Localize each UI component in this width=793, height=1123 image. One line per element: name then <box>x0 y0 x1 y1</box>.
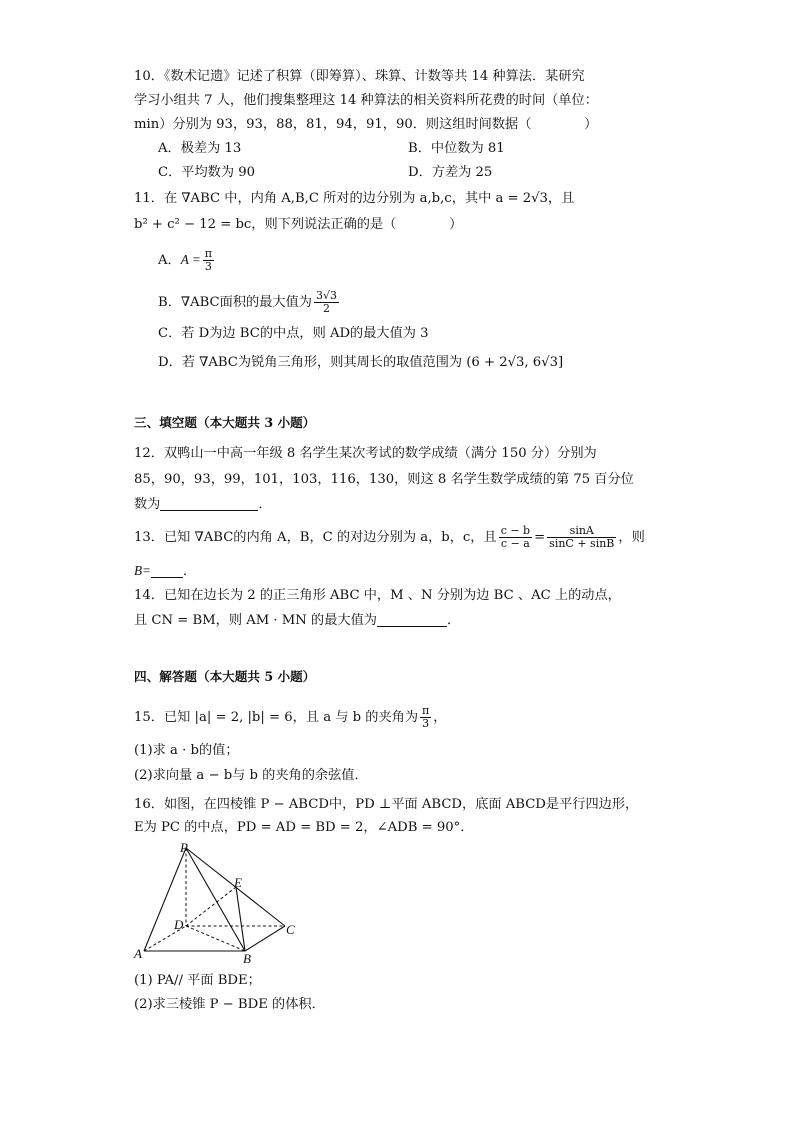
q13-pre: 13．已知 ∇ABC的内角 A，B，C 的对边分别为 a，b，c，且 <box>134 530 497 545</box>
q16-part1: (1) PA// 平面 BDE； <box>134 973 261 988</box>
q15-part2: (2)求向量 a − b与 b 的夹角的余弦值． <box>134 768 368 783</box>
edge-de <box>186 887 236 926</box>
edge-bc <box>245 926 285 951</box>
q12-line2: 85，90，93，99，101，103，116，130，则这 8 名学生数学成绩的第 75 百分位 <box>134 472 634 487</box>
edge-db <box>186 926 245 951</box>
q11-option-b-den: 2 <box>322 302 330 315</box>
edge-pb <box>186 848 245 951</box>
q11-option-b-num: 3√3 <box>315 289 337 302</box>
q13-eq: = <box>534 530 546 545</box>
q11-option-a-den: 3 <box>204 260 212 273</box>
q13-f1-num: c − b <box>500 524 531 537</box>
q10-option-c: C．平均数为 90 <box>158 165 255 180</box>
q10-line2: 学习小组共 7 人，他们搜集整理这 14 种算法的相关资料所花费的时间（单位： <box>134 93 598 108</box>
label-b: B <box>243 951 251 966</box>
q13-f2-den: sinC + sinB <box>549 537 615 550</box>
q16-line1: 16．如图，在四棱锥 P − ABCD中，PD ⊥平面 ABCD，底面 ABCD是平行四边形， <box>134 797 639 812</box>
q11-option-b <box>158 290 341 315</box>
edge-pa <box>144 848 186 951</box>
q12-line3 <box>134 496 272 514</box>
q14-answer-blank[interactable] <box>377 612 447 627</box>
q13-line2-pre: B= <box>134 563 151 578</box>
q10-option-b: B．中位数为 81 <box>408 141 505 156</box>
q11-option-a-fraction <box>203 248 214 273</box>
q12-line3-pre: 数为 <box>134 497 161 512</box>
q15-line1 <box>134 705 446 730</box>
q11-option-d: D．若 ∇ABC为锐角三角形，则其周长的取值范围为 (6 + 2√3, 6√3] <box>158 355 564 370</box>
q14-line1: 14．已知在边长为 2 的正三角形 ABC 中，M 、N 分别为边 BC 、AC 上的动点， <box>134 588 621 603</box>
q13-f2-num: sinA <box>547 525 616 538</box>
q12-answer-blank[interactable] <box>160 496 258 511</box>
q16-part2: (2)求三棱锥 P − BDE 的体积． <box>134 997 325 1012</box>
q11-line1: 11．在 ∇ABC 中，内角 A,B,C 所对的边分别为 a,b,c，其中 a = 2√3，且 <box>134 191 575 206</box>
q15-num: π <box>422 704 430 717</box>
q15-line1-post: ， <box>433 710 447 725</box>
q13-line2 <box>134 562 196 581</box>
q11-option-a-lhs: A = <box>180 252 201 267</box>
q13-fraction-1 <box>499 525 532 550</box>
q11-option-a <box>158 248 216 273</box>
label-c: C <box>286 922 295 937</box>
q10-option-a: A．极差为 13 <box>158 141 242 156</box>
q10-line3: min）分别为 93，93，88，81，94，91，90．则这组时间数据（ ） <box>134 117 598 132</box>
q11-option-b-text: B．∇ABC面积的最大值为 <box>158 295 312 310</box>
q11-option-a-prefix: A． <box>158 253 181 268</box>
q16-line2: E为 PC 的中点，PD = AD = BD = 2，∠ADB = 90°． <box>134 820 474 835</box>
q14-line2 <box>134 612 460 630</box>
section3-heading: 三、填空题（本大题共 3 小题） <box>134 415 316 430</box>
q13-post: ，则 <box>618 530 645 545</box>
q15-fraction <box>420 705 431 730</box>
q11-option-a-num: π <box>204 247 212 260</box>
q12-line3-post: ． <box>258 497 272 512</box>
section4-heading: 四、解答题（本大题共 5 小题） <box>134 669 316 684</box>
q10-line1: 10．《数术记遗》记述了积算（即筹算）、珠算、计数等共 14 种算法．某研究 <box>134 69 585 84</box>
q15-part1: (1)求 a · b的值； <box>134 743 239 758</box>
q13-answer-blank[interactable] <box>151 563 183 578</box>
label-p: P <box>180 840 188 855</box>
q11-option-b-fraction <box>314 290 339 315</box>
q13-line2-post: ． <box>182 564 197 579</box>
q15-den: 3 <box>422 717 430 730</box>
q11-option-c: C．若 D为边 BC的中点，则 AD的最大值为 3 <box>158 326 429 341</box>
q13-f1-den: c − a <box>500 537 530 550</box>
q10-option-d: D．方差为 25 <box>408 165 493 180</box>
q11-line2: b² + c² − 12 = bc，则下列说法正确的是（ ） <box>134 217 463 232</box>
q14-line2-post: ． <box>446 613 461 628</box>
q13-fraction-2 <box>547 525 616 550</box>
q15-line1-pre: 15．已知 |a| = 2, |b| = 6，且 a 与 b 的夹角为 <box>134 710 419 725</box>
q13-line1 <box>134 525 645 550</box>
edge-eb <box>236 887 245 951</box>
pyramid-figure <box>130 840 305 970</box>
q14-line2-pre: 且 CN = BM，则 AM · MN 的最大值为 <box>134 613 377 628</box>
label-e: E <box>234 875 242 890</box>
label-d: D <box>174 917 184 932</box>
q12-line1: 12．双鸭山一中高一年级 8 名学生某次考试的数学成绩（满分 150 分）分别为 <box>134 446 597 461</box>
label-a: A <box>134 946 142 961</box>
